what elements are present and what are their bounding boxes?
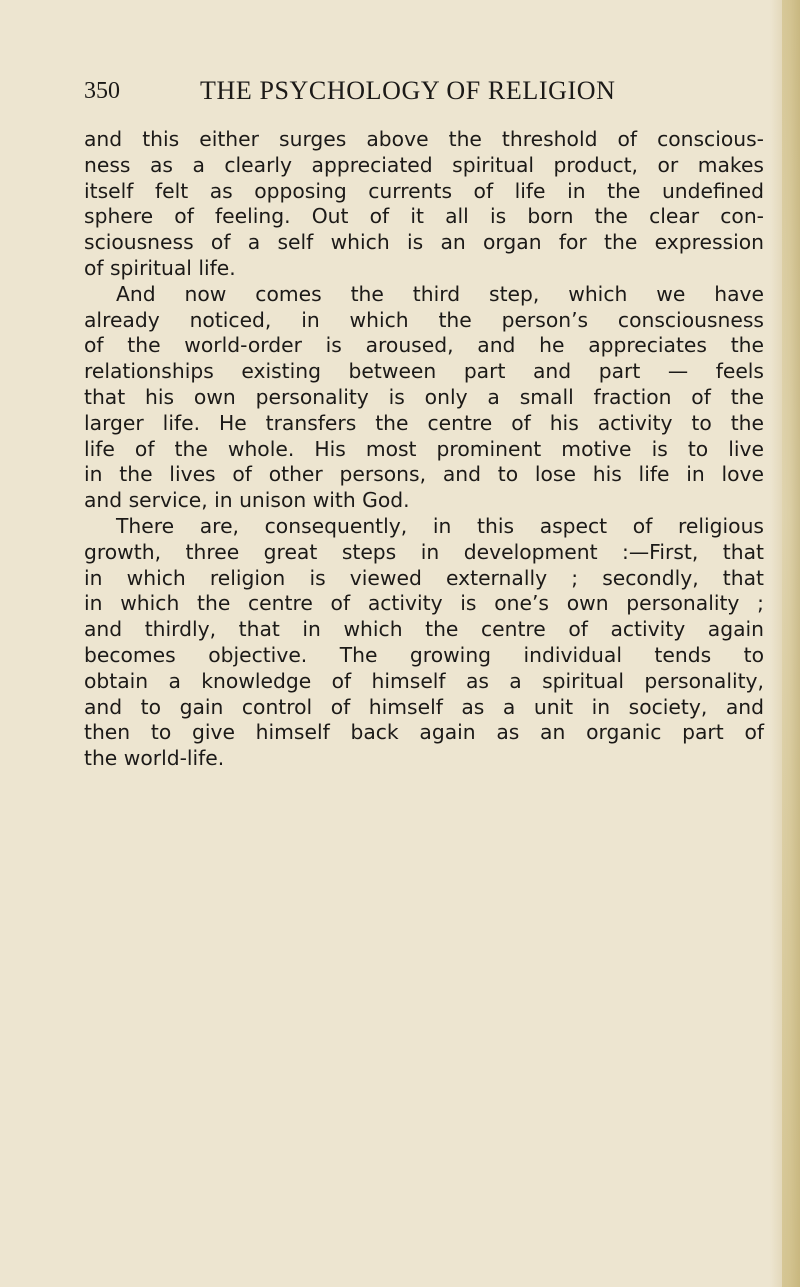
text-line: and thirdly, that in which the centre of activity again xyxy=(84,617,764,642)
text-line: already noticed, in which the person’s consciousness xyxy=(84,307,764,332)
text-line: ness as a clearly appreciated spiritual product, or makes xyxy=(84,152,764,177)
text-line: obtain a knowledge of himself as a spiritual personality, xyxy=(84,668,764,693)
text-line: itself felt as opposing currents of life in the undefined xyxy=(84,178,764,203)
text-line: then to give himself back again as an organic part of xyxy=(84,720,764,745)
page-header xyxy=(84,76,764,110)
text-line: sphere of feeling. Out of it all is born the clear con- xyxy=(84,204,764,229)
text-line: And now comes the third step, which we have xyxy=(116,281,764,306)
text-line: relationships existing between part and part — feels xyxy=(84,359,764,384)
page-edge-stain xyxy=(782,0,800,1287)
text-line: the world-life. xyxy=(84,746,225,771)
text-line: sciousness of a self which is an organ for the expression xyxy=(84,230,764,255)
text-line: in which religion is viewed externally ; secondly, that xyxy=(84,565,764,590)
text-line: in which the centre of activity is one’s own personality ; xyxy=(84,591,764,616)
text-line: life of the whole. His most prominent motive is to live xyxy=(84,436,764,461)
page-number: 350 xyxy=(84,78,120,104)
text-line: There are, consequently, in this aspect of religious xyxy=(116,513,764,538)
text-line: in the lives of other persons, and to lose his life in love xyxy=(84,462,764,487)
body-text xyxy=(84,127,764,772)
text-line: that his own personality is only a small fraction of the xyxy=(84,384,764,409)
text-line: larger life. He transfers the centre of his activity to the xyxy=(84,410,764,435)
text-line: becomes objective. The growing individual tends to xyxy=(84,642,764,667)
text-line: and to gain control of himself as a unit in society, and xyxy=(84,694,764,719)
running-title: THE PSYCHOLOGY OF RELIGION xyxy=(200,76,616,105)
text-line: of spiritual life. xyxy=(84,255,236,280)
text-line: and this either surges above the threshold of conscious- xyxy=(84,127,764,151)
text-line: growth, three great steps in development :—First, that xyxy=(84,539,764,564)
text-line: and service, in unison with God. xyxy=(84,488,410,513)
text-line: of the world-order is aroused, and he appreciates the xyxy=(84,333,764,358)
